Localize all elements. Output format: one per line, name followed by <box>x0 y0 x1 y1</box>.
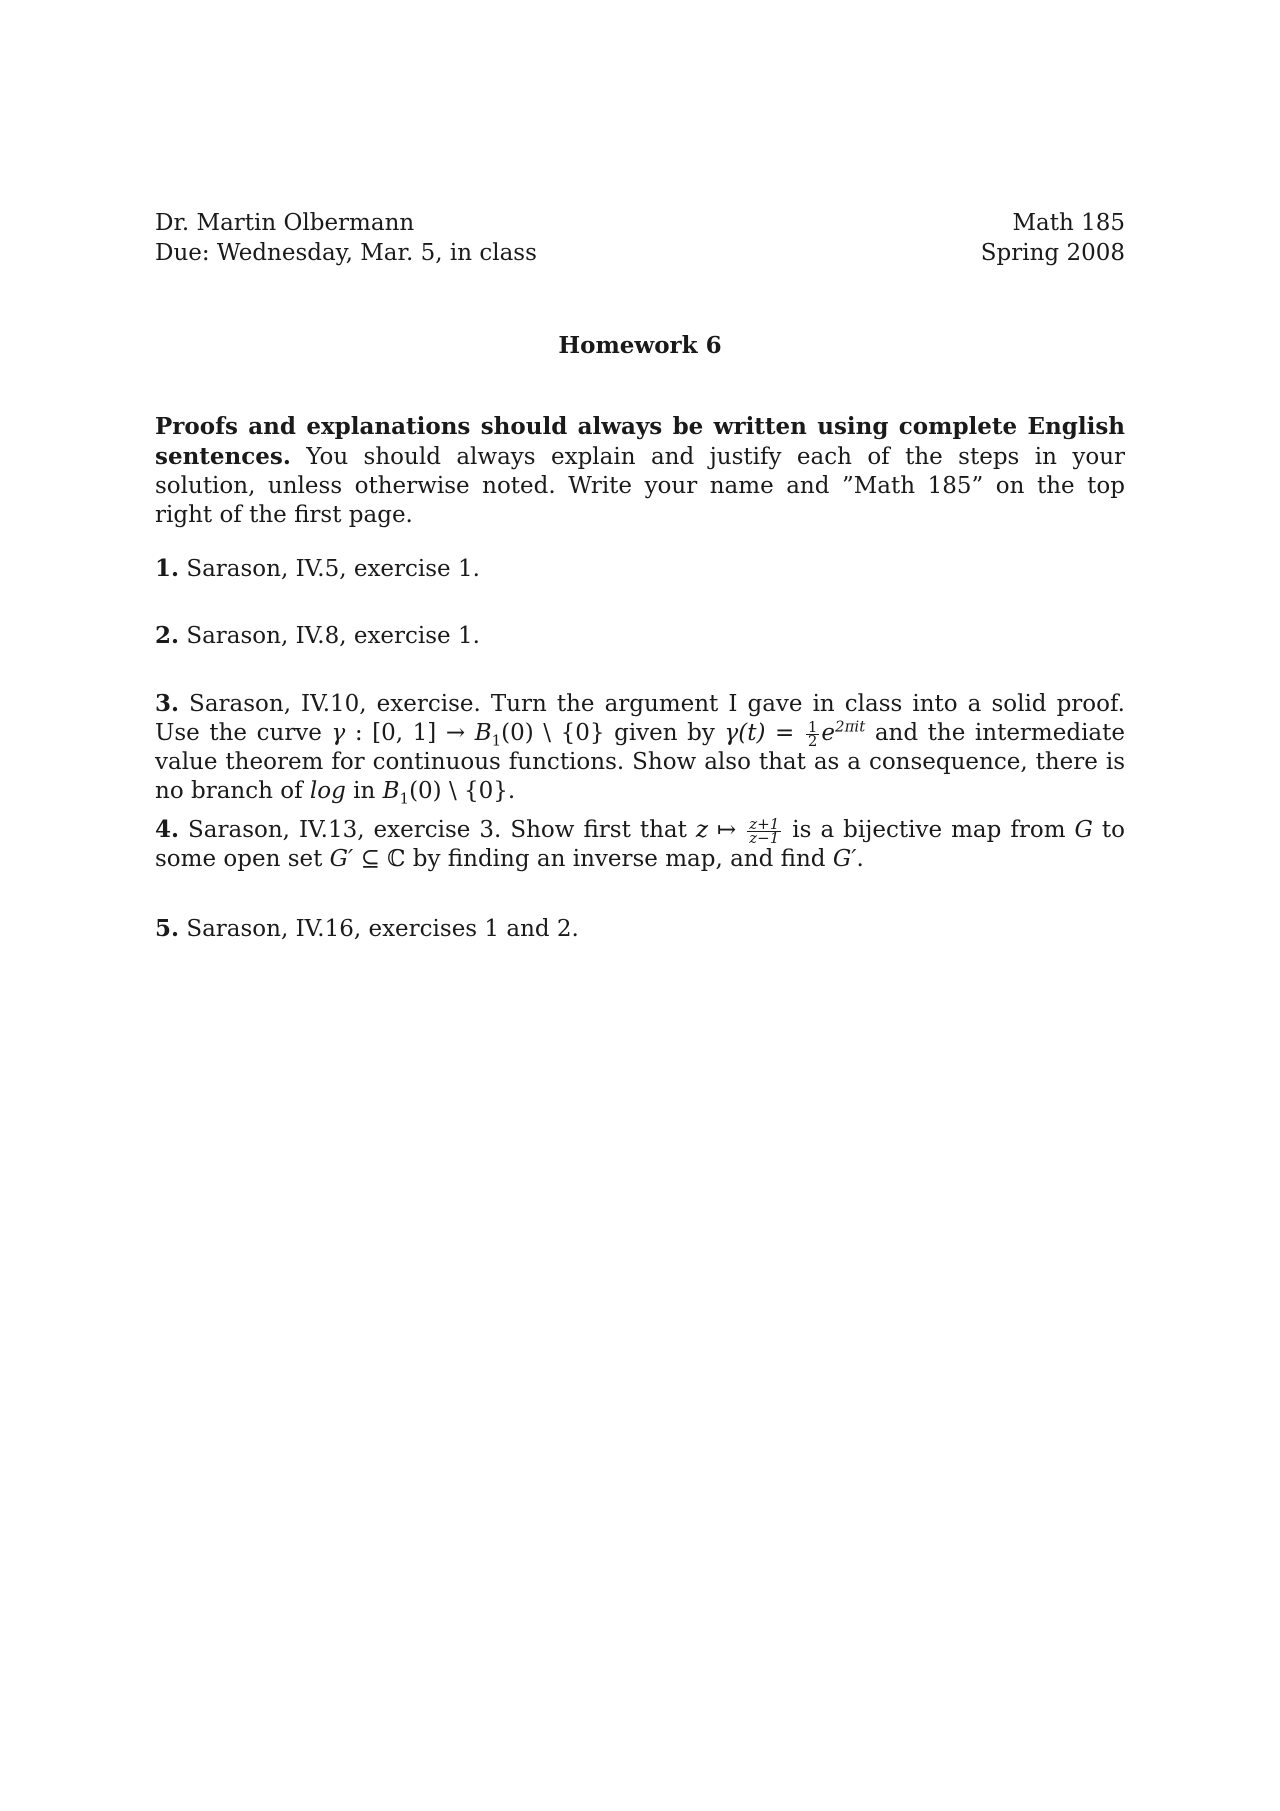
instructions <box>155 412 1125 530</box>
problem-text: Sarason, IV.10, exercise. Turn the argument I gave in class into a solid proof. Use the curve <box>155 691 1125 746</box>
header-right <box>981 208 1125 268</box>
problem-text: and the intermediate value theorem for continuous functions. Show also that as a consequence, there is no branch of <box>155 720 1125 804</box>
math-exponent: 2πit <box>835 717 866 736</box>
problem-1 <box>155 554 1125 584</box>
math-gamma-t: γ(t) <box>724 720 766 746</box>
due-date: Due: Wednesday, Mar. 5, in class <box>155 240 537 266</box>
fraction-numerator: 1 <box>807 717 818 736</box>
problem-number: 1. <box>155 555 180 582</box>
problem-number: 3. <box>155 690 180 717</box>
math-ball: B <box>474 720 492 746</box>
problem-text: = <box>765 720 804 746</box>
problem-text: Sarason, IV.16, exercises 1 and 2. <box>179 916 579 942</box>
fraction-denominator: 2 <box>807 731 818 750</box>
problem-number: 2. <box>155 622 180 649</box>
fraction-denominator: z−1 <box>749 828 780 847</box>
problem-text: : [0, 1] → <box>345 720 475 746</box>
problem-text: . <box>856 846 864 872</box>
problem-5 <box>155 914 1125 944</box>
problem-text: in <box>345 778 383 804</box>
math-fraction <box>747 814 781 847</box>
problem-4 <box>155 815 1125 874</box>
problem-3 <box>155 689 1125 806</box>
header-left <box>155 208 537 268</box>
instructions-bold: Proofs and explanations should always be written using complete English sentences. <box>155 413 1125 470</box>
problem-text: ⊆ ℂ by finding an inverse map, and find <box>353 846 833 872</box>
problem-text: Sarason, IV.5, exercise 1. <box>179 556 480 582</box>
math-ball: B <box>382 778 400 804</box>
problem-text: is a bijective map from <box>783 817 1075 843</box>
instructions-text: You should always explain and justify each of the steps in your solution, unless otherwise noted. Write your name and ”Math 185” on the top right of the first page. <box>155 444 1125 528</box>
fraction-numerator: z+1 <box>749 814 780 833</box>
problem-number: 5. <box>155 915 180 942</box>
math-subscript: 1 <box>399 789 410 808</box>
math-gamma: γ <box>331 720 346 746</box>
author-name: Dr. Martin Olbermann <box>155 210 415 236</box>
page-title: Homework 6 <box>558 332 722 359</box>
problem-2 <box>155 621 1125 651</box>
math-g-prime: G′ <box>329 846 354 872</box>
problem-text: (0) \ {0} given by <box>501 720 725 746</box>
problem-text: to some open set <box>155 817 1125 872</box>
math-fraction-half <box>806 717 820 750</box>
math-g-prime: G′ <box>832 846 857 872</box>
math-z: z <box>695 817 708 843</box>
math-g: G <box>1074 817 1093 843</box>
math-subscript: 1 <box>491 731 502 750</box>
problem-number: 4. <box>155 816 180 843</box>
term: Spring 2008 <box>980 240 1125 266</box>
course-name: Math 185 <box>1012 210 1125 236</box>
problem-text: Sarason, IV.8, exercise 1. <box>179 623 480 649</box>
math-maps-to: ↦ <box>707 817 746 843</box>
math-log: log <box>309 778 346 804</box>
problem-text: Sarason, IV.13, exercise 3. Show first that <box>179 817 696 843</box>
math-e: e <box>821 720 836 746</box>
problem-text: (0) \ {0}. <box>409 778 516 804</box>
